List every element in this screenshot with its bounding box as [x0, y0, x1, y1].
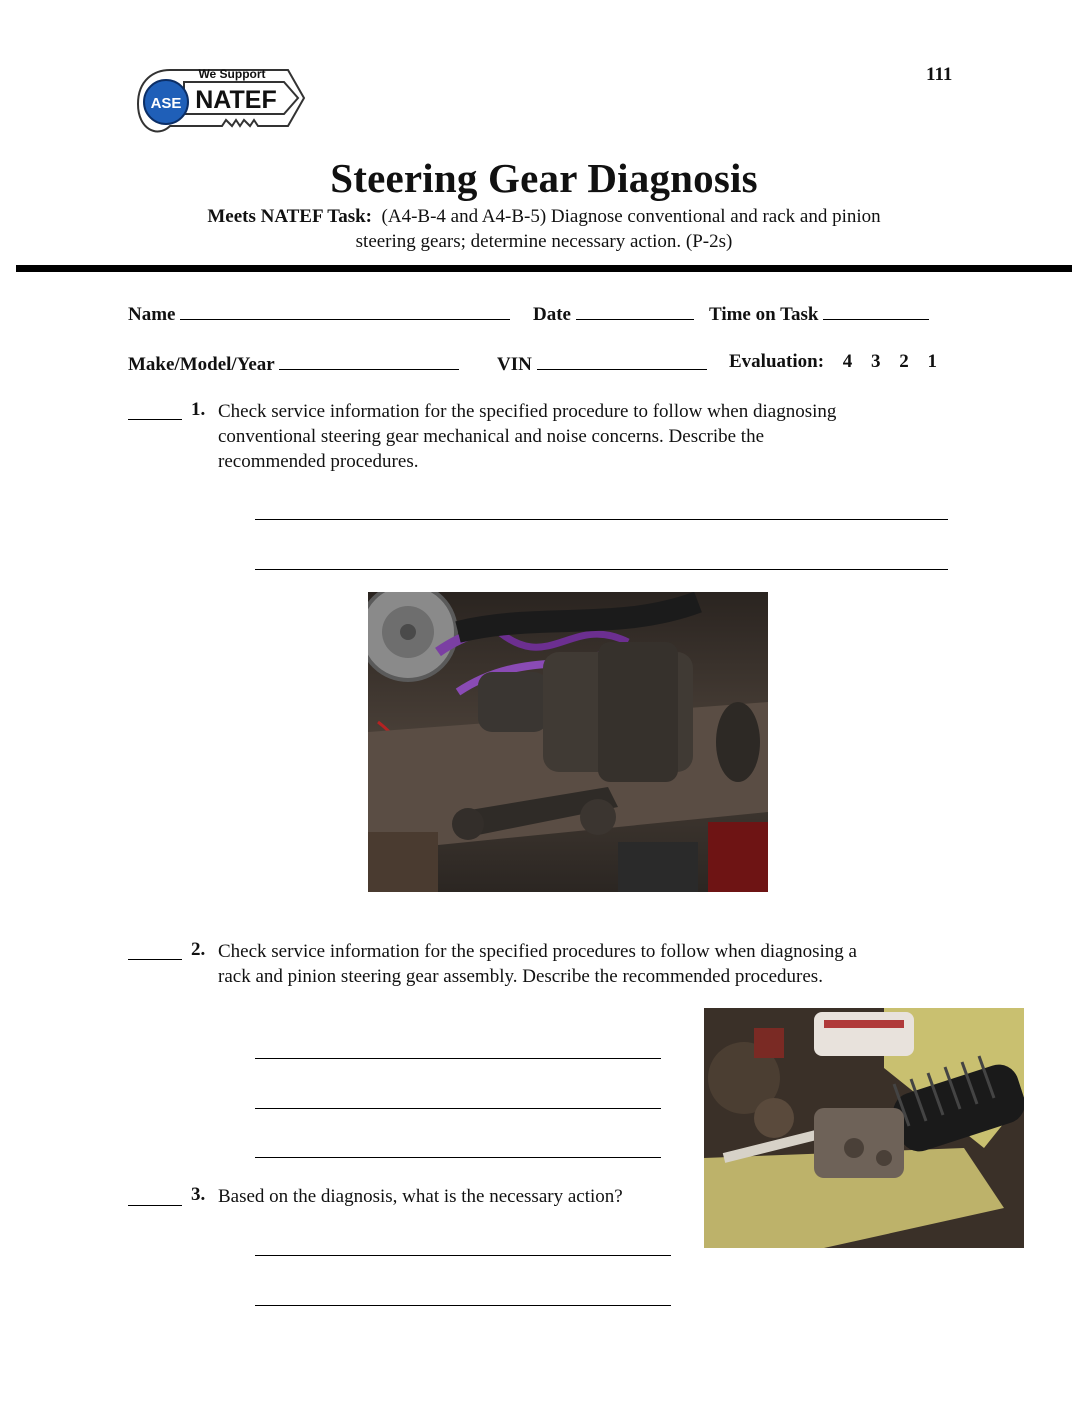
name-label: Name: [128, 304, 176, 325]
question-1-line: Check service information for the specified procedure to follow when diagnosing: [218, 401, 837, 422]
header-divider: [16, 265, 1072, 272]
answer-line[interactable]: [255, 569, 948, 570]
name-blank[interactable]: [180, 301, 510, 320]
time-on-task-blank[interactable]: [823, 301, 929, 320]
vin-label: VIN: [497, 354, 532, 375]
task-line1: (A4-B-4 and A4-B-5) Diagnose conventional and rack and pinion: [381, 206, 881, 227]
question-2-text: [218, 939, 857, 989]
date-label: Date: [533, 304, 571, 325]
date-blank[interactable]: [576, 301, 694, 320]
question-2-line: Check service information for the specified procedures to follow when diagnosing a: [218, 941, 857, 962]
task-line2: steering gears; determine necessary action. (P-2s): [355, 231, 733, 252]
page-number: 111: [926, 64, 953, 85]
question-3-number: 3.: [191, 1184, 206, 1205]
evaluation-score-4[interactable]: 4: [842, 351, 853, 372]
question-2-number: 2.: [191, 939, 206, 960]
answer-line[interactable]: [255, 519, 948, 520]
vin-blank[interactable]: [537, 351, 707, 370]
question-1-line: conventional steering gear mechanical and noise concerns. Describe the: [218, 426, 765, 447]
evaluation-label: Evaluation:: [729, 351, 825, 372]
evaluation-field: [729, 351, 937, 373]
page-title: Steering Gear Diagnosis: [330, 155, 758, 201]
natef-key-logo-graphic: [128, 58, 308, 150]
question-1-line: recommended procedures.: [218, 451, 419, 472]
evaluation-score-3[interactable]: 3: [871, 351, 881, 372]
vin-field: [497, 351, 707, 376]
question-3-text: [218, 1184, 623, 1209]
make-model-year-field: [128, 351, 459, 376]
rack-and-pinion-photo: [704, 1008, 1024, 1248]
conventional-steering-gear-photo: [368, 592, 768, 892]
time-on-task-label: Time on Task: [709, 304, 819, 325]
question-1-text: [218, 399, 836, 474]
natef-logo: [128, 58, 308, 150]
question-3-check-blank[interactable]: [128, 1205, 182, 1206]
task-description: [0, 204, 1088, 254]
question-1-number: 1.: [191, 399, 206, 420]
answer-line[interactable]: [255, 1157, 661, 1158]
evaluation-score-2[interactable]: 2: [899, 351, 909, 372]
evaluation-score-1[interactable]: 1: [927, 351, 938, 372]
question-2-line: rack and pinion steering gear assembly. Describe the recommended procedures.: [218, 966, 823, 987]
time-on-task-field: [709, 301, 929, 326]
ase-badge-text: ASE: [150, 95, 182, 112]
make-model-year-blank[interactable]: [279, 351, 459, 370]
make-model-year-label: Make/Model/Year: [128, 354, 275, 375]
task-label: Meets NATEF Task:: [207, 206, 373, 227]
name-field: [128, 301, 510, 326]
answer-line[interactable]: [255, 1255, 671, 1256]
question-2-check-blank[interactable]: [128, 959, 182, 960]
logo-top-text: We Support: [198, 67, 266, 81]
answer-line[interactable]: [255, 1108, 661, 1109]
question-1-check-blank[interactable]: [128, 419, 182, 420]
date-field: [533, 301, 694, 326]
answer-line[interactable]: [255, 1305, 671, 1306]
logo-main-text: NATEF: [195, 86, 277, 114]
question-3-line: Based on the diagnosis, what is the necessary action?: [218, 1186, 623, 1207]
answer-line[interactable]: [255, 1058, 661, 1059]
